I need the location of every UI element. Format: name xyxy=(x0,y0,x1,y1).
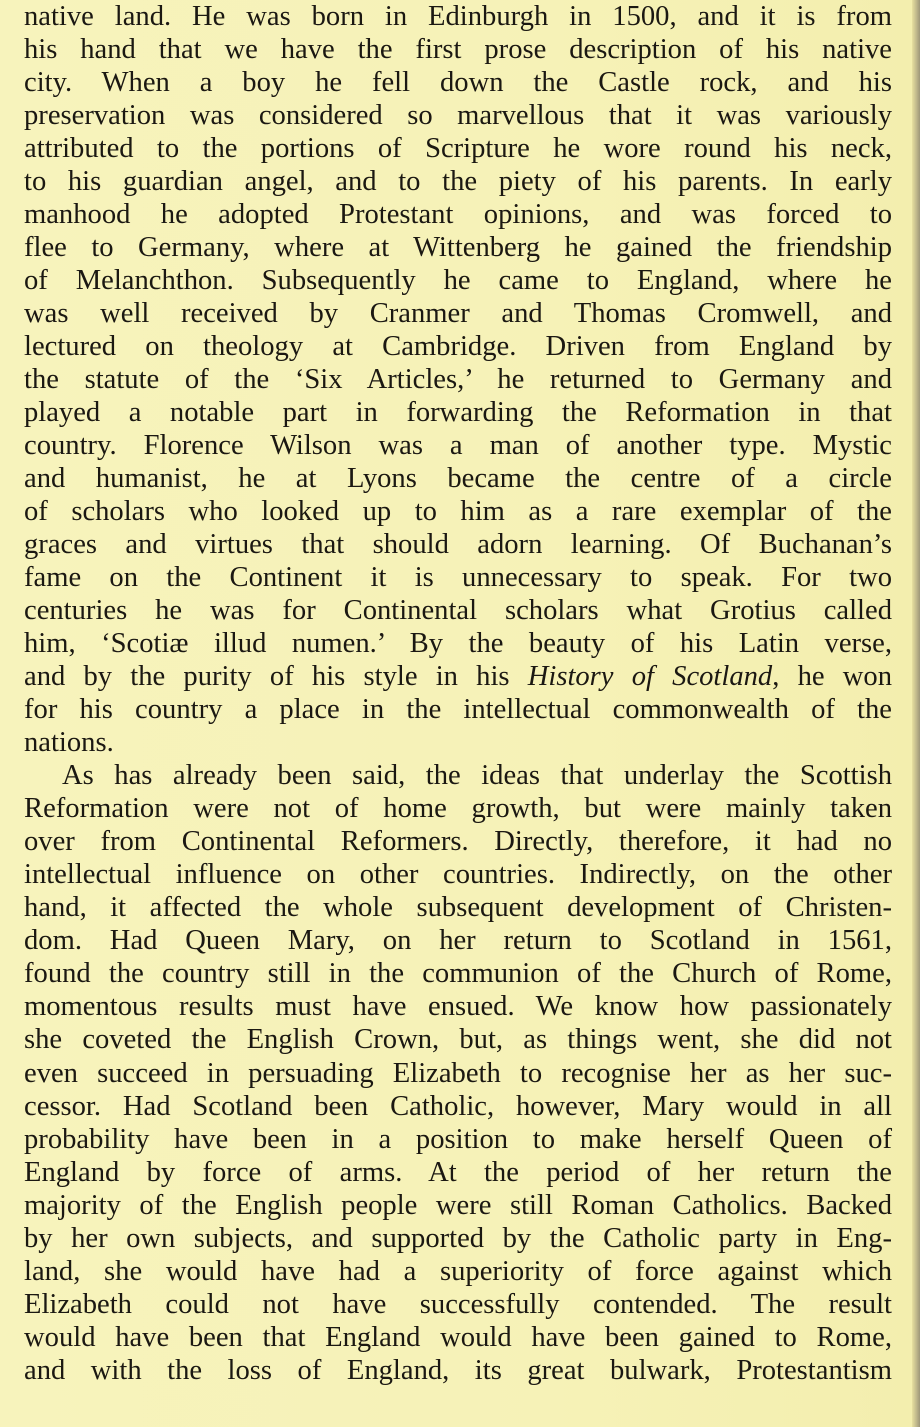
text-line: intellectual influence on other countries. Indirectly, on the other xyxy=(24,859,892,891)
text-line: him, ‘Scotiæ illud numen.’ By the beauty of his Latin verse, xyxy=(24,628,892,660)
page-binding-edge xyxy=(912,0,920,1427)
text-line: native land. He was born in Edinburgh in 1500, and it is from xyxy=(24,1,892,32)
text-line: probability have been in a position to make herself Queen of xyxy=(24,1123,892,1155)
text-line: would have been that England would have been gained to Rome, xyxy=(24,1321,892,1353)
text-line: was well received by Cranmer and Thomas Cromwell, and xyxy=(24,298,892,330)
text-line: Reformation were not of home growth, but were mainly taken xyxy=(24,793,892,825)
text-line: over from Continental Reformers. Directly, therefore, it had no xyxy=(24,826,892,858)
text-line: to his guardian angel, and to the piety of his parents. In early xyxy=(24,166,892,198)
text-line: land, she would have had a superiority of force against which xyxy=(24,1255,892,1287)
text-line: graces and virtues that should adorn learning. Of Buchanan’s xyxy=(24,529,892,561)
text-line: city. When a boy he fell down the Castle rock, and his xyxy=(24,67,892,99)
text-line: manhood he adopted Protestant opinions, and was forced to xyxy=(24,199,892,231)
text-line: and with the loss of England, its great bulwark, Protestantism xyxy=(24,1354,892,1386)
text-line: Elizabeth could not have successfully contended. The result xyxy=(24,1288,892,1320)
italic-book-title: History of Scotland xyxy=(527,661,773,693)
text-line: flee to Germany, where at Wittenberg he gained the friendship xyxy=(24,232,892,264)
text-line: majority of the English people were still Roman Catholics. Backed xyxy=(24,1189,892,1221)
text-line: played a notable part in forwarding the Reformation in that xyxy=(24,397,892,429)
text-line-with-italic-title xyxy=(24,660,892,693)
paragraph-end-line: nations. xyxy=(24,727,114,759)
text-segment: , he won xyxy=(772,661,892,693)
text-line: for his country a place in the intellectual commonwealth of the xyxy=(24,694,892,726)
text-segment: and by the purity of his style in his xyxy=(24,661,528,693)
text-line: the statute of the ‘Six Articles,’ he returned to Germany and xyxy=(24,364,892,396)
text-line: lectured on theology at Cambridge. Driven from England by xyxy=(24,331,892,363)
paragraph-start-line: As has already been said, the ideas that underlay the Scottish xyxy=(62,760,892,792)
body-text xyxy=(24,0,892,1387)
text-line: attributed to the portions of Scripture he wore round his neck, xyxy=(24,133,892,165)
text-line: his hand that we have the first prose description of his native xyxy=(24,34,892,66)
text-line: and humanist, he at Lyons became the centre of a circle xyxy=(24,463,892,495)
text-line: of scholars who looked up to him as a rare exemplar of the xyxy=(24,496,892,528)
text-line: cessor. Had Scotland been Catholic, however, Mary would in all xyxy=(24,1090,892,1122)
text-line: found the country still in the communion of the Church of Rome, xyxy=(24,958,892,990)
text-line: centuries he was for Continental scholars what Grotius called xyxy=(24,595,892,627)
text-line: preservation was considered so marvellous that it was variously xyxy=(24,100,892,132)
text-line: England by force of arms. At the period of her return the xyxy=(24,1156,892,1188)
text-line: momentous results must have ensued. We know how passionately xyxy=(24,991,892,1023)
text-line: country. Florence Wilson was a man of another type. Mystic xyxy=(24,430,892,462)
text-line: hand, it affected the whole subsequent development of Christen- xyxy=(24,892,892,924)
text-line: she coveted the English Crown, but, as things went, she did not xyxy=(24,1024,892,1056)
text-line: dom. Had Queen Mary, on her return to Scotland in 1561, xyxy=(24,925,892,957)
text-line: fame on the Continent it is unnecessary to speak. For two xyxy=(24,562,892,594)
text-line: by her own subjects, and supported by the Catholic party in Eng- xyxy=(24,1222,892,1254)
text-line: of Melanchthon. Subsequently he came to England, where he xyxy=(24,265,892,297)
text-line: even succeed in persuading Elizabeth to recognise her as her suc- xyxy=(24,1057,892,1089)
